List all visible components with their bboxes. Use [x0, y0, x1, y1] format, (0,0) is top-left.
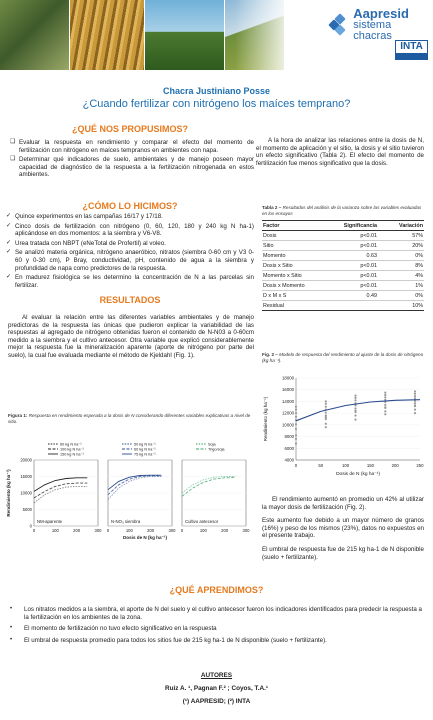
list-item: [10, 637, 426, 645]
resultados-paragraph: Al evaluar la relación entre las diferentes variables ambientales y de manejo predictoras de la respuesta las únicas que pudieron explicar la variabilidad de las respuestas al agregado de nitrógeno obtenidas fueron el contenido de N-N03 a 0-60cm medido a la siembra y el cultivo antecesor. Otra variable que explicó considerablemente mejor la respuesta fue la mineralización aparente (aporte de nitrógeno por parte del suelo), la cual fue evaluada mediante el método de Kjeldahl (Fig. 1).: [8, 314, 254, 359]
y-tick-label: 10000: [20, 490, 32, 496]
table-cell: Residual: [262, 301, 324, 311]
table-cell: Sitio: [262, 241, 324, 251]
data-point: [325, 406, 327, 408]
bullet-dot-icon: •: [10, 625, 13, 632]
check-icon: ✓: [6, 222, 12, 229]
list-item: [10, 625, 426, 633]
data-point: [325, 400, 327, 402]
list-item: [6, 213, 254, 221]
list-item: [10, 156, 254, 179]
legend-label: 100 kg N ha⁻¹: [60, 447, 84, 452]
x-tick-label: 300: [242, 528, 250, 533]
data-point: [384, 413, 386, 415]
data-point: [295, 423, 297, 425]
section-heading-propusimos: ¿QUÉ NOS PROPUSIMOS?: [71, 124, 188, 134]
list-item-text: El momento de fertilización no tuvo efecto significativo en la respuesta: [24, 625, 217, 633]
table-row: [262, 241, 424, 251]
x-tick-label: 200: [221, 528, 229, 533]
x-tick-label: 0: [180, 528, 184, 533]
data-point: [295, 406, 297, 408]
legend-label: Trigo/soja: [208, 447, 225, 452]
table-cell: 0%: [387, 291, 424, 301]
discussion-paragraph: El umbral de respuesta fue de 215 kg ha-1 de N disponible (suelo + fertilizante).: [262, 545, 424, 561]
propusimos-list: [10, 139, 254, 181]
data-point: [414, 404, 416, 406]
data-point: [354, 407, 356, 409]
figure-2-discussion: [262, 496, 424, 561]
table-caption: [262, 205, 424, 216]
series-line: [108, 476, 161, 495]
legend-label: Soja: [208, 442, 216, 447]
inta-logo: [395, 40, 428, 60]
authors-affiliation: (¹) AAPRESID; (²) INTA: [182, 698, 251, 705]
x-axis-label: Dosis de N (kg ha⁻¹): [122, 535, 168, 540]
anova-table-block: [262, 205, 424, 311]
series-line: [34, 483, 87, 498]
y-tick-label: 20000: [20, 457, 32, 463]
data-point: [414, 393, 416, 395]
x-tick-label: 250: [416, 463, 424, 468]
x-tick-label: 0: [106, 528, 110, 533]
figure-2-caption-text: Modelo de respuesta del rendimiento al ajuste de la dosis de nitrógeno (kg ha⁻¹).: [262, 352, 424, 363]
data-point: [354, 397, 356, 399]
data-point: [384, 394, 386, 396]
section-heading-hicimos: ¿CÓMO LO HICIMOS?: [82, 201, 178, 211]
table-cell: p<0.01: [324, 281, 387, 291]
list-item-text: El umbral de respuesta promedio para todos los sitios fue de 215 kg ha-1 de N disponible (suelo + fertilizante).: [24, 636, 327, 644]
list-item: [6, 249, 254, 272]
anova-summary-paragraph: A la hora de analizar las relaciones entre la dosis de N, el momento de aplicación y el sitio, la dosis y el sitio tuvieron un efecto significativo (Tabla 2). El efecto del momento de fertilización fue menos significativo que la dosis.: [256, 137, 424, 167]
x-tick-label: 100: [199, 528, 207, 533]
legend-label: 150 kg N ha⁻¹: [60, 452, 84, 457]
table-cell: 20%: [387, 241, 424, 251]
data-point: [384, 392, 386, 394]
y-tick-label: 10000: [282, 422, 294, 428]
inta-logo-bar: [396, 53, 427, 59]
data-point: [414, 409, 416, 411]
check-icon: ✓: [6, 249, 12, 256]
legend-label: 60 kg N ha⁻¹: [60, 442, 82, 447]
list-item: [6, 240, 254, 248]
data-point: [384, 410, 386, 412]
panel-label: NM-aparente: [37, 519, 63, 524]
y-tick-label: 4000: [284, 457, 294, 463]
list-item: [10, 606, 426, 621]
aapresid-logo: [330, 8, 430, 42]
series-line: [108, 477, 161, 500]
table-cell: 8%: [387, 261, 424, 271]
chacra-title: Chacra Justiniano Posse: [162, 86, 271, 96]
x-tick-label: 0: [294, 463, 298, 468]
authors-block: [0, 672, 433, 705]
table-row: [262, 301, 424, 311]
legend-label: 60 kg N ha⁻¹: [134, 447, 156, 452]
list-item: [10, 139, 254, 154]
x-tick-label: 300: [94, 528, 102, 533]
list-item-text: Determinar qué indicadores de suelo, ambientales y de manejo poseen mayor capacidad de diagnóstico de la respuesta a la fertilización nitrogenada en estos ambientes.: [19, 156, 254, 179]
series-line: [34, 478, 87, 492]
header-fade: [235, 0, 305, 70]
check-icon: ✓: [6, 274, 12, 281]
data-point: [325, 426, 327, 428]
table-cell: Momento x Sitio: [262, 271, 324, 281]
table-row: [262, 281, 424, 291]
figure-1-caption-text: Respuesta en rendimiento esperada a la dosis de N considerando diferentes variables explicativas a nivel de sitio.: [8, 413, 251, 424]
data-point: [295, 443, 297, 445]
figure-1-caption: [8, 413, 254, 424]
data-point: [295, 409, 297, 411]
table-cell: Dosis: [262, 231, 324, 241]
poster-main-title: ¿Cuando fertilizar con nitrógeno los maíces temprano?: [82, 98, 351, 110]
list-item-text: Quince experimentos en las campañas 16/17 y 17/18.: [15, 213, 163, 220]
data-point: [325, 412, 327, 414]
check-icon: ✓: [6, 213, 12, 219]
list-item-text: Evaluar la respuesta en rendimiento y comparar el efecto del momento de fertilización con nitrógeno en maíces tempranos en ambientes con napa.: [19, 139, 254, 154]
header-photo-crop: [145, 0, 225, 70]
figure-2-chart: [262, 372, 426, 482]
data-point: [354, 410, 356, 412]
authors-names: Ruiz A. ¹, Pagnan F.² ; Coyos, T.A.¹: [164, 685, 269, 692]
table-cell: 4%: [387, 271, 424, 281]
list-item: [6, 274, 254, 289]
y-tick-label: 0: [29, 523, 32, 529]
fitted-curve: [296, 400, 420, 421]
data-point: [295, 416, 297, 418]
anova-table: [262, 220, 424, 311]
x-tick-label: 50: [318, 463, 324, 468]
legend-label: 50 kg N ha⁻¹: [134, 442, 156, 447]
header-photo-field: [0, 0, 70, 70]
column-header-factor: Factor: [262, 221, 324, 231]
data-point: [295, 434, 297, 436]
x-tick-label: 200: [147, 528, 155, 533]
y-tick-label: 12000: [282, 410, 294, 416]
list-item-text: En madurez fisiológica se les determino la concentración de N a las parcelas sin fertilizar.: [15, 274, 254, 289]
panel-label: Cultivo antecesor: [185, 519, 219, 524]
brand-subtitle: sistema chacras: [353, 19, 392, 42]
inta-logo-text: INTA: [400, 41, 423, 52]
y-tick-label: 5000: [22, 507, 32, 512]
data-point: [354, 399, 356, 401]
table-cell: 10%: [387, 301, 424, 311]
data-point: [414, 412, 416, 414]
table-caption-label: Tabla 2 –: [262, 205, 282, 210]
x-axis-label: Dosis de N (kg ha⁻¹): [336, 472, 380, 477]
table-caption-text: Resultados del análisis de la varianza sobre las variables evaluadas en los ensayos: [262, 205, 422, 216]
column-header-variacion: Variación: [387, 221, 424, 231]
section-heading-resultados: RESULTADOS: [99, 295, 161, 305]
table-cell: p<0.01: [324, 241, 387, 251]
authors-heading: AUTORES: [200, 672, 233, 679]
data-point: [354, 414, 356, 416]
y-axis-label: Rendimiento (kg ha⁻¹): [263, 396, 268, 442]
table-cell: p<0.01: [324, 271, 387, 281]
figure-2-caption-label: Fig. 2 –: [262, 352, 278, 357]
list-item-text: Urea tratada con NBPT (eNeTotal de Profertil) al voleo.: [15, 239, 166, 247]
checkbox-bullet-icon: ❑: [10, 139, 16, 145]
table-cell: D x M x S: [262, 291, 324, 301]
y-tick-label: 8000: [284, 434, 294, 440]
y-axis-label: Rendimiento (kg ha⁻¹): [6, 469, 11, 517]
x-tick-label: 0: [32, 528, 36, 533]
figure-2-caption: [262, 352, 426, 363]
x-tick-label: 100: [125, 528, 133, 533]
poster-title-block: [0, 86, 433, 110]
data-point: [325, 403, 327, 405]
discussion-paragraph: El rendimiento aumentó en promedio un 42% al utilizar la mayor dosis de fertilización (Fig. 2).: [262, 496, 424, 511]
table-header-row: [262, 221, 424, 231]
check-icon: ✓: [6, 239, 12, 246]
series-line: [182, 478, 235, 497]
table-row: [262, 271, 424, 281]
table-cell: p<0.01: [324, 261, 387, 271]
table-cell: 1%: [387, 281, 424, 291]
y-tick-label: 6000: [284, 445, 294, 451]
table-cell: 57%: [387, 231, 424, 241]
data-point: [295, 438, 297, 440]
data-point: [354, 395, 356, 397]
table-cell: 0%: [387, 251, 424, 261]
y-tick-label: 16000: [282, 387, 294, 393]
bullet-dot-icon: •: [10, 606, 13, 612]
y-tick-label: 14000: [282, 398, 294, 404]
table-cell: Dosis x Sitio: [262, 261, 324, 271]
table-row: [262, 291, 424, 301]
data-point: [295, 412, 297, 414]
table-cell: 0.63: [324, 251, 387, 261]
x-tick-label: 100: [342, 463, 350, 468]
table-row: [262, 231, 424, 241]
header-photo-corn: [70, 0, 145, 70]
data-point: [325, 423, 327, 425]
table-cell: Momento: [262, 251, 324, 261]
list-item: [6, 223, 254, 238]
data-point: [354, 419, 356, 421]
data-point: [384, 404, 386, 406]
x-tick-label: 200: [391, 463, 399, 468]
y-tick-label: 15000: [20, 474, 32, 479]
column-header-significancia: Significancia: [324, 221, 387, 231]
table-cell: p<0.01: [324, 231, 387, 241]
legend-label: 75 kg N ha⁻¹: [134, 452, 156, 457]
data-point: [414, 402, 416, 404]
table-cell: Dosis x Momento: [262, 281, 324, 291]
y-tick-label: 18000: [282, 375, 294, 381]
discussion-paragraph: Este aumento fue debido a un mayor número de granos (16%) y peso de los mismos (23%), datos no expuestos en el presente trabajo.: [262, 517, 424, 540]
poster-header: [0, 0, 433, 70]
data-point: [325, 416, 327, 418]
table-row: [262, 251, 424, 261]
list-item-text: Se analizó materia orgánica, nitrógeno anaeróbico, nitratos (siembra 0-60 cm y V3 0-60 y 0-30 cm), P Bray, conductividad, pH, contenido de agua a la siembra y profundidad de napa como predictores de la respuesta.: [15, 249, 254, 272]
data-point: [295, 428, 297, 430]
section-heading-aprendimos: ¿QUÉ APRENDIMOS?: [169, 585, 264, 595]
data-point: [384, 396, 386, 398]
table-cell: [324, 301, 387, 311]
bullet-dot-icon: •: [10, 636, 13, 643]
checkbox-bullet-icon: ❑: [10, 156, 16, 163]
table-row: [262, 261, 424, 271]
data-point: [414, 390, 416, 392]
table-cell: 0.49: [324, 291, 387, 301]
aprendimos-list: [10, 606, 426, 648]
x-tick-label: 100: [51, 528, 59, 533]
list-item-text: Cinco dosis de fertilización con nitrógeno (0, 60, 120, 180 y 240 kg N ha-1) aplicándose en dos momentos: a la siembra y V6-V8.: [15, 222, 254, 238]
hicimos-list: [6, 213, 254, 291]
panel-label: N-NO₃ siembra: [111, 519, 141, 524]
figure-1-caption-label: Figura 1:: [8, 413, 28, 418]
aapresid-logo-icon: [330, 15, 349, 35]
figure-1-chart: [4, 440, 256, 552]
list-item-text: Los nitratos medidos a la siembra, el aporte de N del suelo y el cultivo antecesor fueron los indicadores identificados para predecir la respuesta a la fertilización en los ambientes de la zona.: [24, 606, 422, 621]
data-point: [414, 395, 416, 397]
x-tick-label: 300: [168, 528, 176, 533]
x-tick-label: 200: [73, 528, 81, 533]
series-line: [34, 486, 87, 503]
x-tick-label: 150: [366, 463, 374, 468]
data-point: [384, 406, 386, 408]
brand-name: Aapresid: [353, 6, 409, 21]
